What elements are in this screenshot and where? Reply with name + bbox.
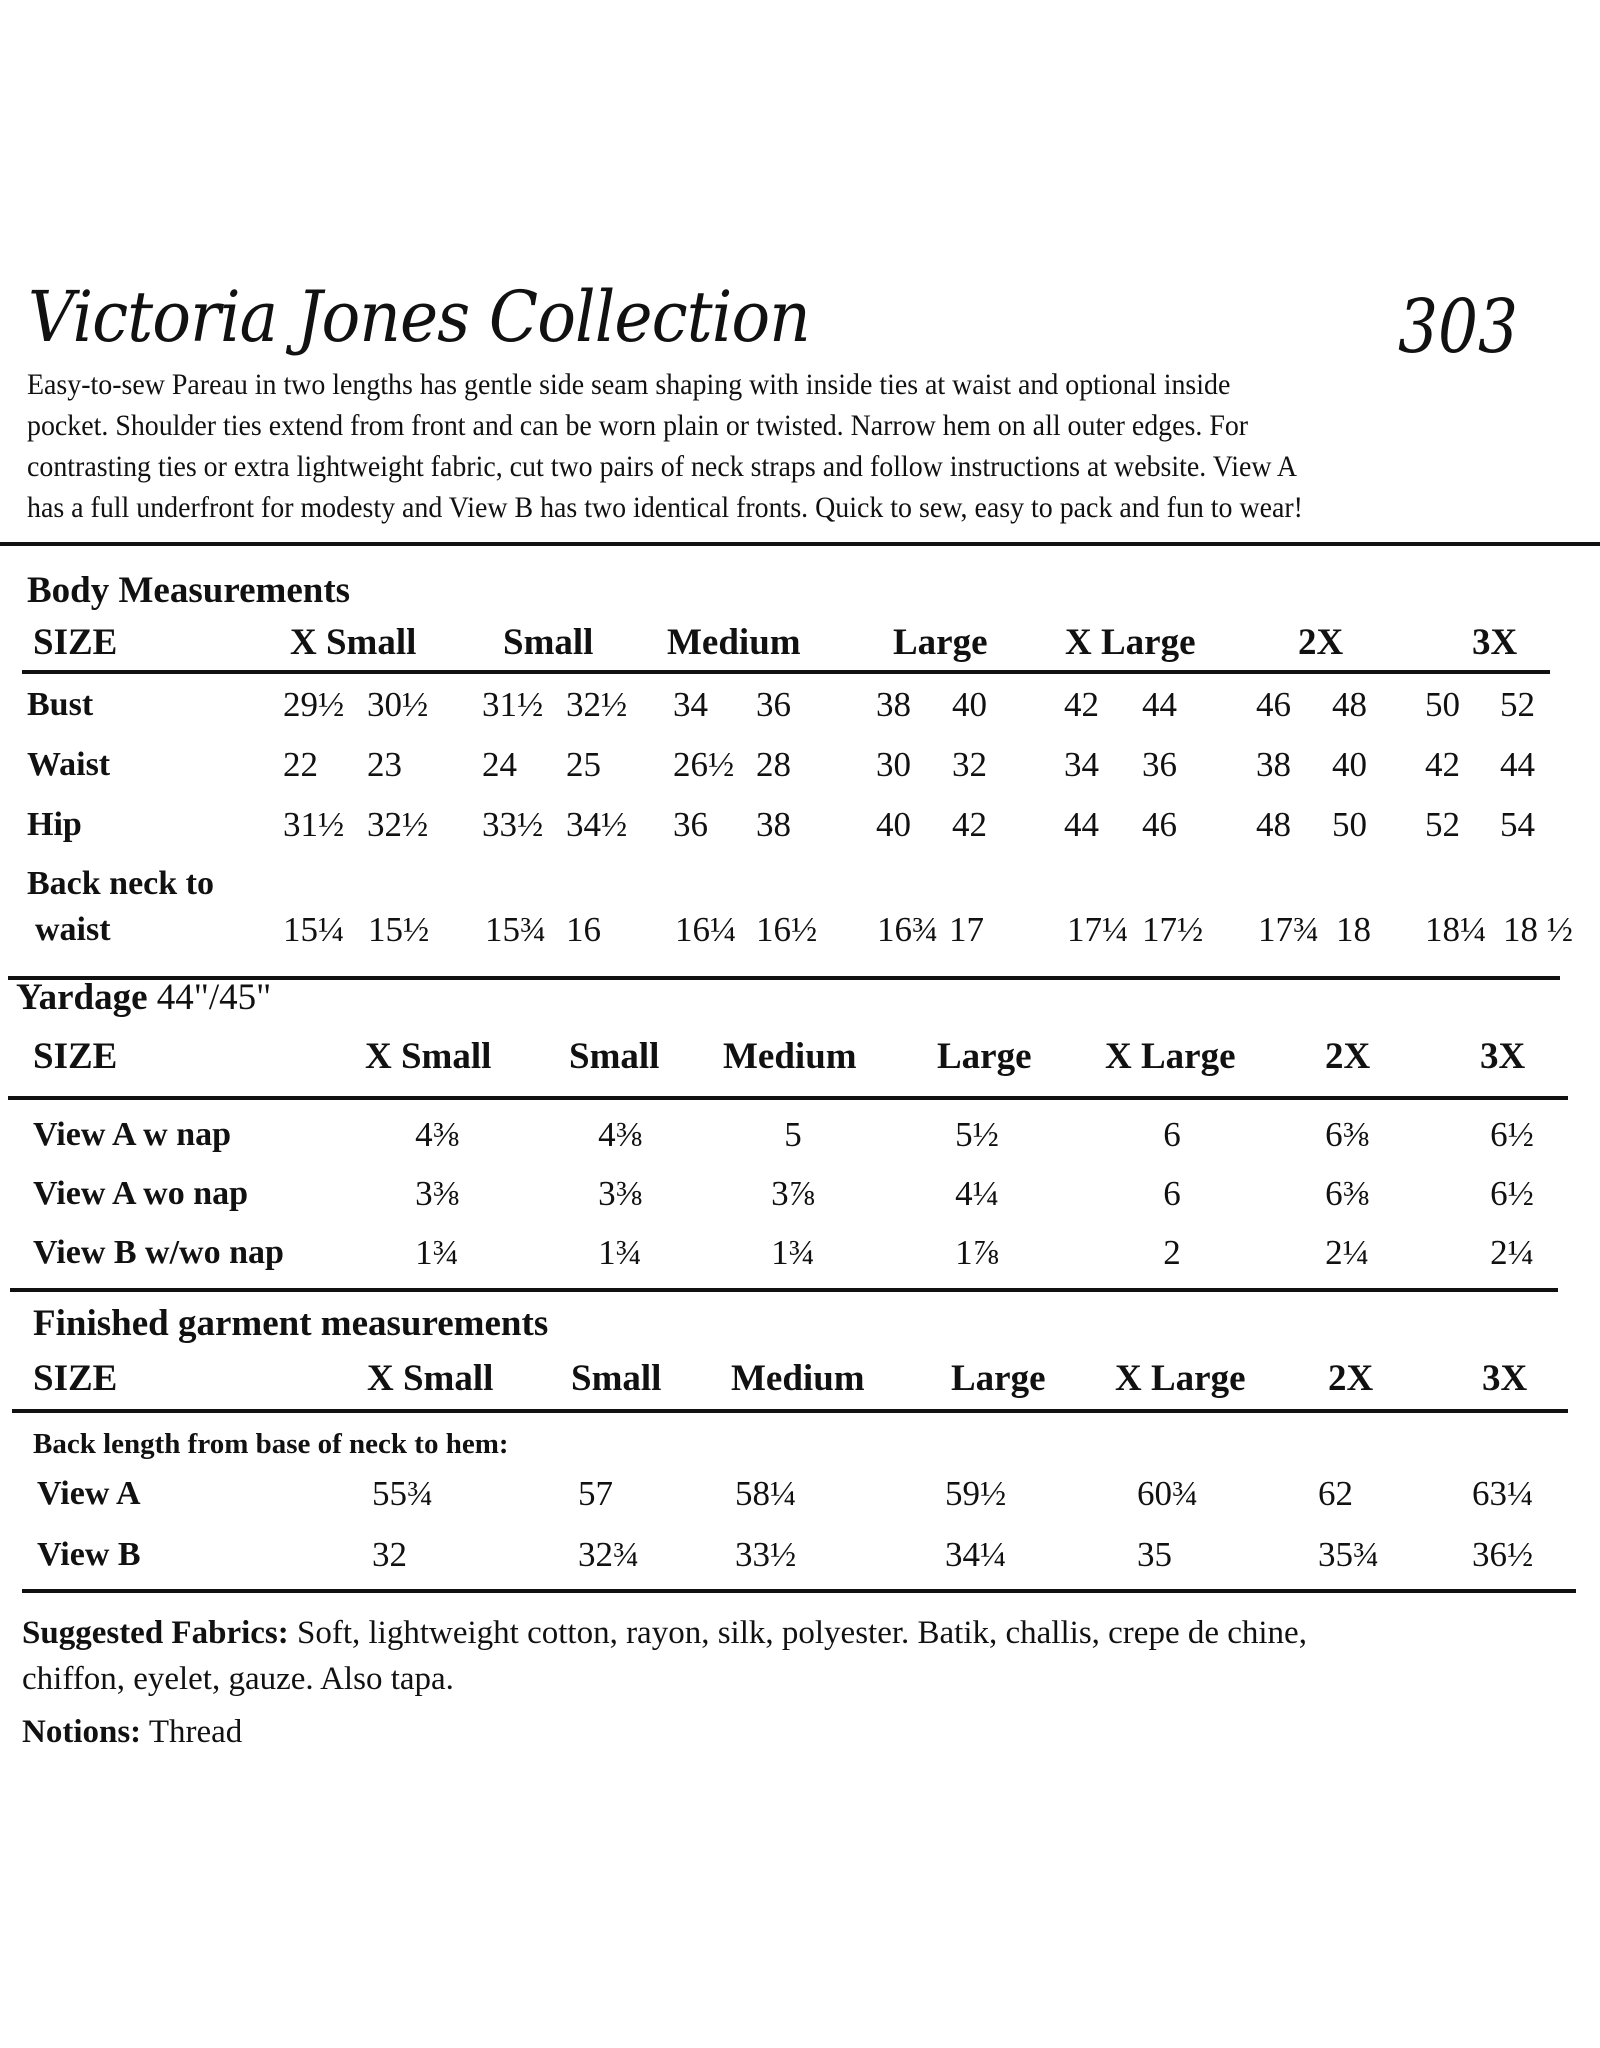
table-cell: 29½ bbox=[283, 685, 345, 724]
table-cell: 36 bbox=[673, 805, 708, 844]
table-cell: 1¾ bbox=[771, 1233, 815, 1272]
table-cell: 18 bbox=[1336, 910, 1371, 949]
table-cell: 33½ bbox=[735, 1535, 797, 1574]
row-label: Back neck to bbox=[27, 865, 214, 902]
table-cell: 1¾ bbox=[598, 1233, 642, 1272]
yardage-size-label: SIZE bbox=[33, 1036, 118, 1077]
finished-header-divider bbox=[12, 1409, 1568, 1413]
table-cell: 6⅜ bbox=[1325, 1115, 1369, 1154]
table-cell: 3⅜ bbox=[415, 1174, 459, 1213]
table-cell: 6⅜ bbox=[1325, 1174, 1369, 1213]
size-header-medium: Medium bbox=[667, 622, 801, 663]
pattern-number: 303 bbox=[1398, 284, 1519, 370]
table-cell: 6½ bbox=[1490, 1174, 1534, 1213]
description-line: Easy-to-sew Pareau in two lengths has gentle side seam shaping with inside ties at waist and optional inside bbox=[27, 368, 1231, 401]
table-cell: 33½ bbox=[482, 805, 544, 844]
yardage-size-header-large: Large bbox=[937, 1036, 1032, 1077]
fabrics-label: Suggested Fabrics: bbox=[22, 1615, 289, 1651]
finished-size-header-medium: Medium bbox=[731, 1358, 865, 1399]
finished-bottom-divider bbox=[22, 1589, 1576, 1593]
table-cell: 62 bbox=[1318, 1474, 1353, 1513]
table-cell: 46 bbox=[1256, 685, 1291, 724]
row-label: View A bbox=[37, 1475, 141, 1512]
table-cell: 2¼ bbox=[1490, 1233, 1534, 1272]
table-cell: 6 bbox=[1163, 1115, 1181, 1154]
finished-size-header-small: Small bbox=[571, 1358, 662, 1399]
row-label: View A w nap bbox=[33, 1116, 232, 1153]
table-cell: 32½ bbox=[566, 685, 628, 724]
table-cell: 22 bbox=[283, 745, 318, 784]
table-cell: 16 bbox=[566, 910, 601, 949]
finished-size-header-xsmall: X Small bbox=[367, 1358, 494, 1399]
table-cell: 16¾ bbox=[877, 910, 939, 949]
table-cell: 40 bbox=[876, 805, 911, 844]
table-cell: 63¼ bbox=[1472, 1474, 1534, 1513]
table-cell: 32¾ bbox=[578, 1535, 640, 1574]
table-cell: 57 bbox=[578, 1474, 613, 1513]
size-label: SIZE bbox=[33, 622, 118, 663]
table-cell: 15½ bbox=[368, 910, 430, 949]
table-cell: 30 bbox=[876, 745, 911, 784]
yardage-size-header-medium: Medium bbox=[723, 1036, 857, 1077]
table-cell: 32 bbox=[372, 1535, 407, 1574]
table-cell: 38 bbox=[1256, 745, 1291, 784]
finished-size-header-3x: 3X bbox=[1482, 1358, 1528, 1399]
table-cell: 48 bbox=[1256, 805, 1291, 844]
table-cell: 5½ bbox=[955, 1115, 999, 1154]
yardage-size-header-xlarge: X Large bbox=[1105, 1036, 1236, 1077]
table-cell: 23 bbox=[367, 745, 402, 784]
row-label: Hip bbox=[27, 806, 82, 843]
table-cell: 3⅜ bbox=[598, 1174, 642, 1213]
size-header-large: Large bbox=[893, 622, 988, 663]
table-cell: 16¼ bbox=[675, 910, 737, 949]
table-cell: 42 bbox=[1064, 685, 1099, 724]
table-cell: 38 bbox=[876, 685, 911, 724]
table-cell: 16½ bbox=[756, 910, 818, 949]
table-cell: 46 bbox=[1142, 805, 1177, 844]
table-cell: 15¾ bbox=[485, 910, 547, 949]
finished-size-label: SIZE bbox=[33, 1358, 118, 1399]
description-line: pocket. Shoulder ties extend from front and can be worn plain or twisted. Narrow hem on all outer edges. For bbox=[27, 409, 1249, 442]
table-cell: 48 bbox=[1332, 685, 1367, 724]
table-cell: 3⅞ bbox=[771, 1174, 815, 1213]
table-cell: 18¼ bbox=[1425, 910, 1487, 949]
table-cell: 4⅜ bbox=[415, 1115, 459, 1154]
suggested-fabrics bbox=[22, 1610, 1307, 1656]
yardage-header-divider bbox=[8, 1096, 1568, 1100]
finished-size-header-xlarge: X Large bbox=[1115, 1358, 1246, 1399]
table-cell: 34 bbox=[1064, 745, 1099, 784]
table-cell: 32½ bbox=[367, 805, 429, 844]
table-cell: 50 bbox=[1332, 805, 1367, 844]
table-cell: 28 bbox=[756, 745, 791, 784]
notions bbox=[22, 1709, 242, 1755]
table-cell: 44 bbox=[1142, 685, 1177, 724]
table-cell: 31½ bbox=[482, 685, 544, 724]
row-label: waist bbox=[35, 911, 111, 948]
body-measurements-heading: Body Measurements bbox=[27, 570, 351, 611]
table-cell: 36½ bbox=[1472, 1535, 1534, 1574]
size-header-xsmall: X Small bbox=[290, 622, 417, 663]
table-cell: 60¾ bbox=[1137, 1474, 1199, 1513]
row-label: View B bbox=[37, 1536, 141, 1573]
table-cell: 40 bbox=[1332, 745, 1367, 784]
table-cell: 24 bbox=[482, 745, 517, 784]
table-cell: 44 bbox=[1064, 805, 1099, 844]
finished-heading: Finished garment measurements bbox=[33, 1303, 549, 1344]
yardage-size-header-3x: 3X bbox=[1480, 1036, 1526, 1077]
table-cell: 42 bbox=[1425, 745, 1460, 784]
table-cell: 31½ bbox=[283, 805, 345, 844]
notions-value: Thread bbox=[141, 1714, 243, 1750]
table-cell: 1¾ bbox=[415, 1233, 459, 1272]
table-cell: 34¼ bbox=[945, 1535, 1007, 1574]
table-cell: 34 bbox=[673, 685, 708, 724]
table-cell: 38 bbox=[756, 805, 791, 844]
table-cell: 1⅞ bbox=[955, 1233, 999, 1272]
row-label: Waist bbox=[27, 746, 111, 783]
yardage-size-header-2x: 2X bbox=[1325, 1036, 1371, 1077]
table-cell: 17½ bbox=[1142, 910, 1204, 949]
table-cell: 6½ bbox=[1490, 1115, 1534, 1154]
fabrics-line2: chiffon, eyelet, gauze. Also tapa. bbox=[22, 1661, 454, 1697]
table-cell: 42 bbox=[952, 805, 987, 844]
table-cell: 55¾ bbox=[372, 1474, 434, 1513]
row-label: View A wo nap bbox=[33, 1175, 249, 1212]
table-cell: 4⅜ bbox=[598, 1115, 642, 1154]
size-header-xlarge: X Large bbox=[1065, 622, 1196, 663]
row-label: Bust bbox=[27, 686, 94, 723]
yardage-heading-label: Yardage bbox=[16, 977, 148, 1018]
table-cell: 4¼ bbox=[955, 1174, 999, 1213]
table-cell: 52 bbox=[1500, 685, 1535, 724]
table-cell: 58¼ bbox=[735, 1474, 797, 1513]
yardage-bottom-divider bbox=[10, 1288, 1558, 1292]
table-cell: 2 bbox=[1163, 1233, 1181, 1272]
table-cell: 6 bbox=[1163, 1174, 1181, 1213]
row-label: View B w/wo nap bbox=[33, 1234, 284, 1271]
size-header-3x: 3X bbox=[1472, 622, 1518, 663]
collection-title: Victoria Jones Collection bbox=[28, 276, 810, 358]
finished-size-header-large: Large bbox=[951, 1358, 1046, 1399]
table-cell: 35¾ bbox=[1318, 1535, 1380, 1574]
table-cell: 26½ bbox=[673, 745, 735, 784]
size-header-small: Small bbox=[503, 622, 594, 663]
table-cell: 50 bbox=[1425, 685, 1460, 724]
table-cell: 17¾ bbox=[1258, 910, 1320, 949]
yardage-size-header-xsmall: X Small bbox=[365, 1036, 492, 1077]
table-cell: 5 bbox=[784, 1115, 802, 1154]
table-cell: 40 bbox=[952, 685, 987, 724]
table-cell: 34½ bbox=[566, 805, 628, 844]
table-cell: 25 bbox=[566, 745, 601, 784]
table-cell: 30½ bbox=[367, 685, 429, 724]
table-cell: 59½ bbox=[945, 1474, 1007, 1513]
yardage-fabric-width: 44"/45" bbox=[156, 977, 272, 1018]
description-line: contrasting ties or extra lightweight fabric, cut two pairs of neck straps and follow instructions at website. View A bbox=[27, 450, 1298, 483]
table-cell: 18 ½ bbox=[1503, 910, 1573, 949]
table-cell: 44 bbox=[1500, 745, 1535, 784]
finished-subheading: Back length from base of neck to hem: bbox=[33, 1428, 509, 1460]
table-cell: 36 bbox=[756, 685, 791, 724]
top-divider bbox=[0, 542, 1600, 546]
finished-size-header-2x: 2X bbox=[1328, 1358, 1374, 1399]
table-cell: 35 bbox=[1137, 1535, 1172, 1574]
table-cell: 52 bbox=[1425, 805, 1460, 844]
yardage-size-header-small: Small bbox=[569, 1036, 660, 1077]
body-header-divider bbox=[22, 670, 1550, 674]
table-cell: 15¼ bbox=[283, 910, 345, 949]
size-header-2x: 2X bbox=[1298, 622, 1344, 663]
description-line: has a full underfront for modesty and View B has two identical fronts. Quick to sew, easy to pack and fun to wear! bbox=[27, 491, 1303, 524]
fabrics-line1: Soft, lightweight cotton, rayon, silk, polyester. Batik, challis, crepe de chine, bbox=[288, 1615, 1307, 1651]
table-cell: 17 bbox=[949, 910, 984, 949]
table-cell: 36 bbox=[1142, 745, 1177, 784]
pattern-description bbox=[27, 364, 1600, 528]
table-cell: 2¼ bbox=[1325, 1233, 1369, 1272]
table-cell: 17¼ bbox=[1067, 910, 1129, 949]
table-cell: 32 bbox=[952, 745, 987, 784]
notions-label: Notions: bbox=[22, 1714, 142, 1750]
table-cell: 54 bbox=[1500, 805, 1535, 844]
yardage-heading bbox=[16, 976, 271, 1020]
